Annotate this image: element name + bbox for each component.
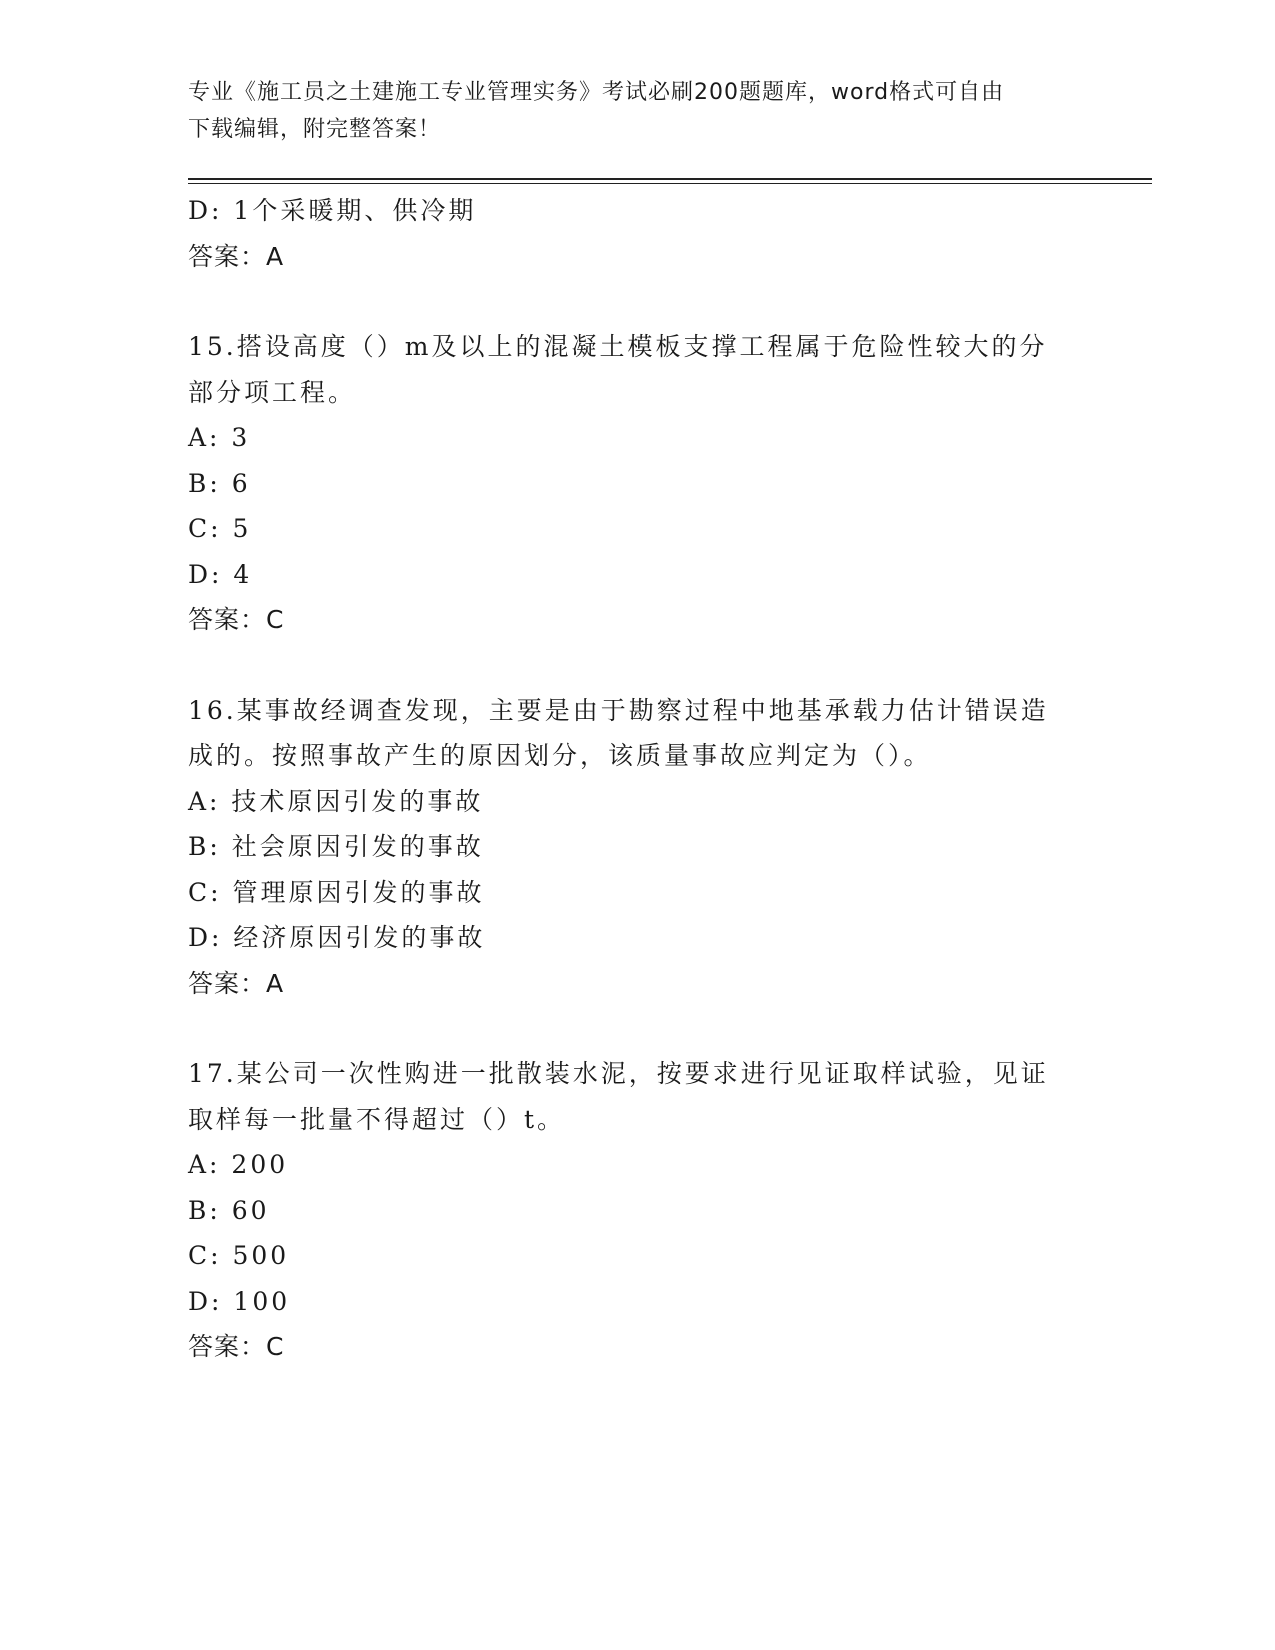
answer-line: 答案：A [188, 968, 285, 998]
option-b: B: 60 [188, 1195, 270, 1225]
question-text-line-2: 成的。按照事故产生的原因划分，该质量事故应判定为（）。 [188, 741, 932, 770]
header-title-line-2: 下载编辑，附完整答案！ [188, 117, 442, 142]
option-d: D: 100 [188, 1286, 291, 1316]
question-17 [188, 1051, 1088, 1370]
option-c: C: 5 [188, 514, 252, 543]
question-16 [188, 688, 1088, 1007]
option-d: D: 4 [188, 559, 253, 589]
document-body [188, 188, 1088, 1370]
answer-line: 答案：A [188, 241, 285, 271]
question-15 [188, 324, 1088, 643]
question-text-line-2: 部分项工程。 [188, 377, 357, 407]
option-c: C: 500 [188, 1241, 290, 1270]
question-text-line-2: 取样每一批量不得超过（）t。 [188, 1104, 566, 1134]
header-title-line-1: 专业《施工员之土建施工专业管理实务》考试必刷200题题库，word格式可自由 [188, 80, 1005, 105]
header-divider-thin [188, 183, 1152, 184]
document-header [188, 74, 1068, 148]
answer-line: 答案：C [188, 605, 285, 634]
option-d: D: 经济原因引发的事故 [188, 923, 486, 952]
question-text-line-1: 17.某公司一次性购进一批散装水泥，按要求进行见证取样试验，见证 [188, 1059, 1049, 1088]
option-a: A: 200 [188, 1150, 289, 1179]
option-b: B: 社会原因引发的事故 [188, 832, 484, 861]
question-text [188, 324, 1068, 415]
option-d: D: 1个采暖期、供冷期 [188, 196, 477, 225]
header-divider-thick [188, 178, 1152, 180]
answer-line: 答案：C [188, 1332, 285, 1361]
option-a: A: 技术原因引发的事故 [188, 786, 484, 816]
question-continuation [188, 188, 1088, 279]
question-text-line-1: 15.搭设高度（）m及以上的混凝土模板支撑工程属于危险性较大的分 [188, 332, 1048, 361]
option-b: B: 6 [188, 468, 251, 498]
question-text-line-1: 16.某事故经调查发现，主要是由于勘察过程中地基承载力估计错误造 [188, 695, 1049, 725]
option-c: C: 管理原因引发的事故 [188, 877, 485, 907]
option-a: A: 3 [188, 423, 251, 452]
question-text [188, 688, 1068, 779]
question-text [188, 1051, 1068, 1142]
